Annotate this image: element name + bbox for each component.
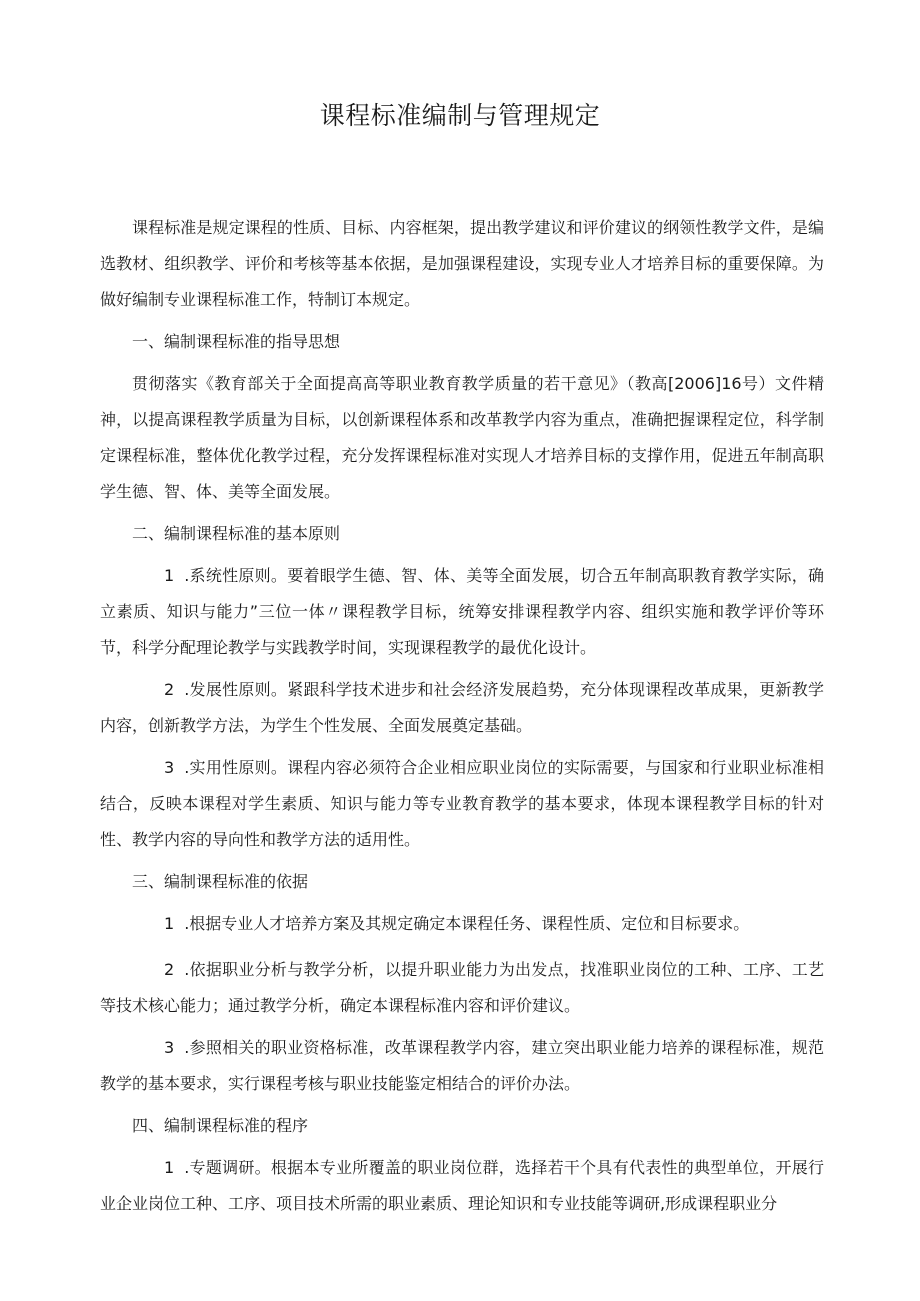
- section-heading: [100, 1108, 824, 1144]
- body-paragraph: [100, 366, 824, 510]
- item-number: 2: [164, 680, 175, 699]
- item-number: 3: [164, 758, 175, 777]
- numbered-item: [100, 1030, 824, 1102]
- document-body: [100, 210, 824, 1228]
- numbered-item: [100, 558, 824, 666]
- numbered-item: [100, 750, 824, 858]
- section-heading: [100, 516, 824, 552]
- heading-text: 一、编制课程标准的指导思想: [132, 332, 341, 351]
- intro-paragraph: [100, 210, 824, 318]
- item-number: 1: [164, 914, 175, 933]
- item-text: .依据职业分析与教学分析，以提升职业能力为出发点，找准职业岗位的工种、工序、工艺等技术核心能力；通过教学分析，确定本课程标准内容和评价建议。: [100, 960, 824, 1015]
- item-number: 1: [164, 1158, 175, 1177]
- item-text: .系统性原则。要着眼学生德、智、体、美等全面发展，切合五年制高职教育教学实际，确立素质、知识与能力”三位一体〃课程教学目标，统筹安排课程教学内容、组织实施和教学评价等环节，科学分配理论教学与实践教学时间，实现课程教学的最优化设计。: [100, 566, 824, 657]
- item-number: 3: [164, 1038, 175, 1057]
- paragraph-text: 贯彻落实《教育部关于全面提高高等职业教育教学质量的若干意见》（教高[2006]16号）文件精神，以提高课程教学质量为目标，以创新课程体系和改革教学内容为重点，准确把握课程定位，科学制定课程标准，整体优化教学过程，充分发挥课程标准对实现人才培养目标的支撑作用，促进五年制高职学生德、智、体、美等全面发展。: [100, 374, 824, 501]
- numbered-item: [100, 906, 824, 942]
- section-heading: [100, 324, 824, 360]
- numbered-item: [100, 952, 824, 1024]
- heading-text: 四、编制课程标准的程序: [132, 1116, 309, 1135]
- item-text: .根据专业人才培养方案及其规定确定本课程任务、课程性质、定位和目标要求。: [184, 914, 750, 933]
- numbered-item: [100, 1150, 824, 1222]
- item-text: .实用性原则。课程内容必须符合企业相应职业岗位的实际需要，与国家和行业职业标准相结合，反映本课程对学生素质、知识与能力等专业教育教学的基本要求，体现本课程教学目标的针对性、教学内容的导向性和教学方法的适用性。: [100, 758, 824, 849]
- paragraph-text: 课程标准是规定课程的性质、目标、内容框架，提出教学建议和评价建议的纲领性教学文件，是编选教材、组织教学、评价和考核等基本依据，是加强课程建设，实现专业人才培养目标的重要保障。为做好编制专业课程标准工作，特制订本规定。: [100, 218, 824, 309]
- item-number: 1: [164, 566, 175, 585]
- item-text: .专题调研。根据本专业所覆盖的职业岗位群，选择若干个具有代表性的典型单位，开展行业企业岗位工种、工序、项目技术所需的职业素质、理论知识和专业技能等调研,形成课程职业分: [100, 1158, 824, 1213]
- section-heading: [100, 864, 824, 900]
- numbered-item: [100, 672, 824, 744]
- document-title: 课程标准编制与管理规定: [319, 101, 601, 130]
- heading-text: 二、编制课程标准的基本原则: [132, 524, 341, 543]
- heading-text: 三、编制课程标准的依据: [132, 872, 309, 891]
- item-text: .发展性原则。紧跟科学技术进步和社会经济发展趋势，充分体现课程改革成果，更新教学内容，创新教学方法，为学生个性发展、全面发展奠定基础。: [100, 680, 824, 735]
- item-text: .参照相关的职业资格标准，改革课程教学内容，建立突出职业能力培养的课程标准，规范教学的基本要求，实行课程考核与职业技能鉴定相结合的评价办法。: [100, 1038, 824, 1093]
- item-number: 2: [164, 960, 175, 979]
